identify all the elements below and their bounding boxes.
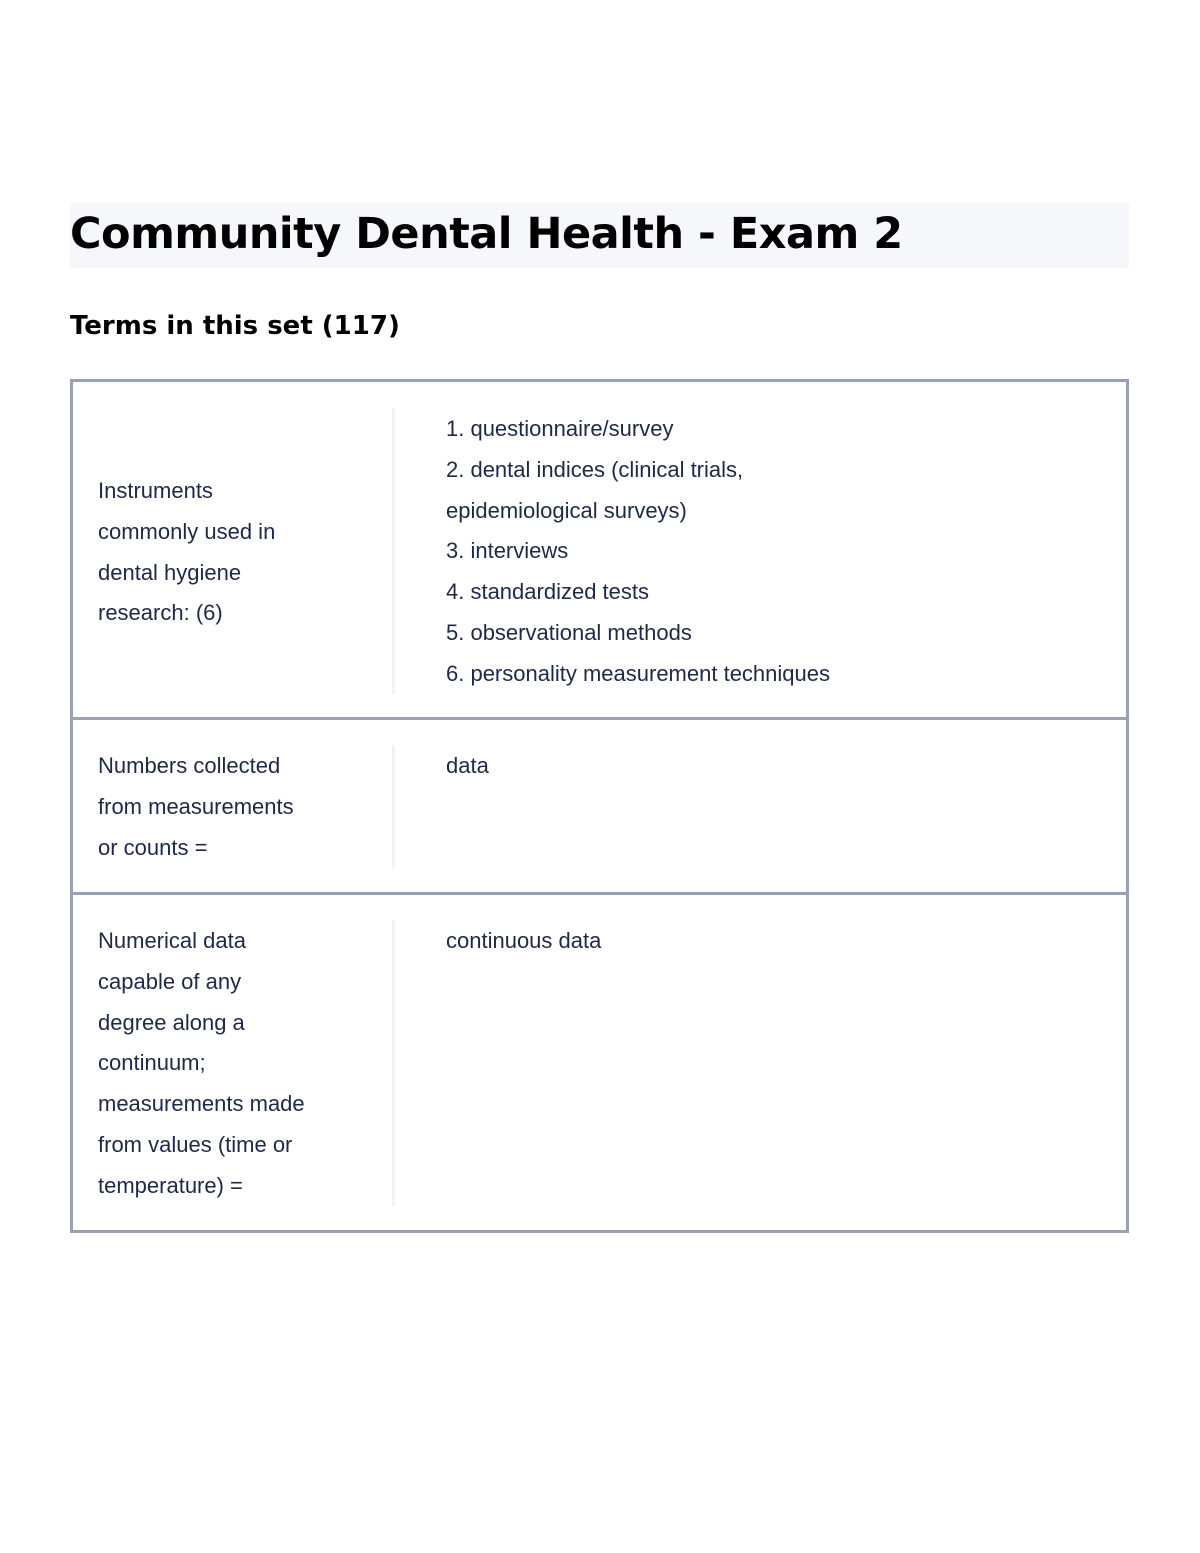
- term-text: Instruments commonly used in dental hygiene research: (6): [98, 478, 276, 626]
- term-row: [70, 379, 1129, 720]
- column-divider: [392, 920, 395, 1206]
- definition-text: 1. questionnaire/survey 2. dental indices (clinical trials, epidemiological surveys) 3. interviews 4. standardized tests 5. observational methods 6. personality measurement techniques: [446, 416, 830, 686]
- term-text: Numbers collected from measurements or counts =: [98, 753, 294, 860]
- terms-table: [70, 379, 1129, 1233]
- definition-text: data: [446, 753, 489, 778]
- column-divider: [392, 408, 395, 694]
- definition-text: continuous data: [446, 928, 602, 953]
- page-title: Community Dental Health - Exam 2: [70, 209, 903, 259]
- term-text: Numerical data capable of any degree along a continuum; measurements made from values (time or temperature) =: [98, 928, 305, 1198]
- term-row: [70, 717, 1129, 895]
- terms-count-heading: Terms in this set (117): [70, 311, 400, 341]
- title-bar: [70, 203, 1129, 268]
- term-row: [70, 892, 1129, 1233]
- column-divider: [392, 745, 395, 867]
